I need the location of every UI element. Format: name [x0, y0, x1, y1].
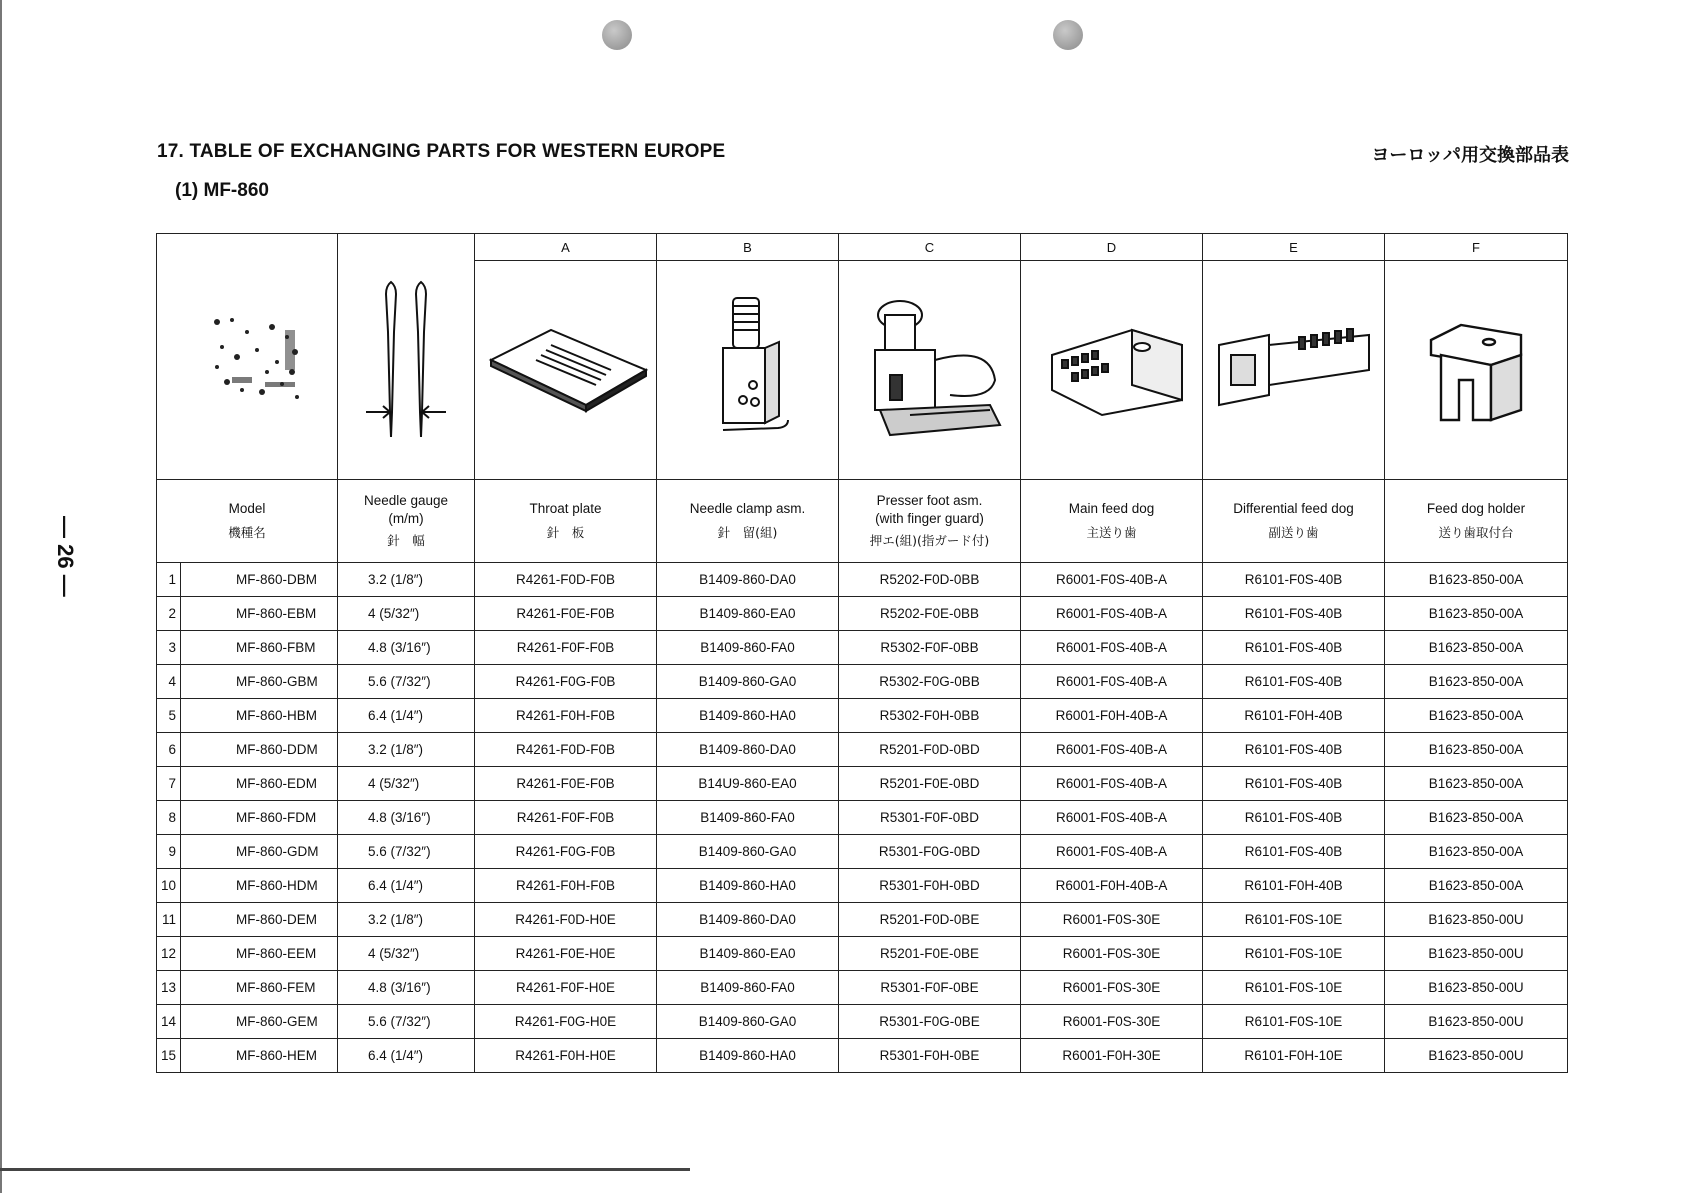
needle-gauge-header-jp: 針 幅: [387, 533, 425, 548]
row-number: 3: [157, 631, 181, 665]
needle-gauge-value: 4 (5/32″): [338, 767, 475, 801]
main-feed-dog-part-number: R6001-F0H-40B-A: [1021, 869, 1203, 903]
needle-gauge-value: 3.2 (1/8″): [338, 903, 475, 937]
presser-foot-part-number: R5301-F0G-0BE: [839, 1005, 1021, 1039]
needle-clamp-part-number: B1409-860-FA0: [657, 801, 839, 835]
parts-table-body: [157, 563, 1568, 1073]
column-letter-a: A: [475, 234, 657, 261]
feed-dog-holder-part-number: B1623-850-00A: [1385, 631, 1568, 665]
throat-plate-part-number: R4261-F0D-F0B: [475, 733, 657, 767]
row-number: 8: [157, 801, 181, 835]
needle-clamp-part-number: B1409-860-EA0: [657, 937, 839, 971]
feed-dog-holder-part-number: B1623-850-00A: [1385, 699, 1568, 733]
sewing-machine-icon: [177, 272, 317, 442]
model-name: MF-860-EDM: [181, 767, 338, 801]
model-header: [157, 480, 338, 563]
throat-plate-header: [475, 480, 657, 563]
needle-clamp-part-number: B1409-860-DA0: [657, 903, 839, 937]
throat-plate-part-number: R4261-F0E-H0E: [475, 937, 657, 971]
presser-foot-part-number: R5202-F0D-0BB: [839, 563, 1021, 597]
twin-needle-icon: [361, 272, 451, 442]
row-number: 1: [157, 563, 181, 597]
main-feed-dog-part-number: R6001-F0S-40B-A: [1021, 597, 1203, 631]
throat-plate-part-number: R4261-F0G-F0B: [475, 665, 657, 699]
row-number: 13: [157, 971, 181, 1005]
needle-clamp-part-number: B1409-860-DA0: [657, 563, 839, 597]
presser-foot-header-en: Presser foot asm.: [876, 493, 983, 508]
main-feed-dog-part-number: R6001-F0S-40B-A: [1021, 733, 1203, 767]
needle-clamp-part-number: B1409-860-FA0: [657, 631, 839, 665]
needle-clamp-part-number: B1409-860-GA0: [657, 665, 839, 699]
main-feed-dog-part-number: R6001-F0S-30E: [1021, 1005, 1203, 1039]
presser-foot-image-cell: [839, 261, 1021, 480]
model-illustration-cell: [157, 234, 338, 480]
presser-foot-part-number: R5302-F0G-0BB: [839, 665, 1021, 699]
needle-gauge-value: 5.6 (7/32″): [338, 835, 475, 869]
model-name: MF-860-FDM: [181, 801, 338, 835]
main-feed-dog-header-en: Main feed dog: [1068, 501, 1155, 516]
model-name: MF-860-HDM: [181, 869, 338, 903]
feed-dog-holder-part-number: B1623-850-00A: [1385, 597, 1568, 631]
feed-dog-holder-header-en: Feed dog holder: [1426, 501, 1526, 516]
needle-gauge-value: 4.8 (3/16″): [338, 631, 475, 665]
table-row: [157, 563, 1568, 597]
needle-clamp-part-number: B1409-860-FA0: [657, 971, 839, 1005]
needle-gauge-value: 3.2 (1/8″): [338, 563, 475, 597]
row-number: 14: [157, 1005, 181, 1039]
model-name: MF-860-HEM: [181, 1039, 338, 1073]
feed-dog-holder-part-number: B1623-850-00U: [1385, 903, 1568, 937]
throat-plate-part-number: R4261-F0H-F0B: [475, 869, 657, 903]
presser-foot-part-number: R5301-F0H-0BD: [839, 869, 1021, 903]
needle-gauge-value: 6.4 (1/4″): [338, 699, 475, 733]
main-feed-dog-part-number: R6001-F0S-30E: [1021, 903, 1203, 937]
main-feed-dog-header: [1021, 480, 1203, 563]
model-name: MF-860-FBM: [181, 631, 338, 665]
needle-clamp-part-number: B1409-860-GA0: [657, 1005, 839, 1039]
throat-plate-part-number: R4261-F0F-H0E: [475, 971, 657, 1005]
throat-plate-part-number: R4261-F0F-F0B: [475, 801, 657, 835]
presser-foot-part-number: R5301-F0H-0BE: [839, 1039, 1021, 1073]
differential-feed-dog-image-cell: [1203, 261, 1385, 480]
main-feed-dog-part-number: R6001-F0S-40B-A: [1021, 767, 1203, 801]
punch-hole-left: [602, 20, 632, 50]
feed-dog-holder-part-number: B1623-850-00A: [1385, 767, 1568, 801]
needle-gauge-value: 4 (5/32″): [338, 937, 475, 971]
table-row: [157, 665, 1568, 699]
model-name: MF-860-EBM: [181, 597, 338, 631]
needle-gauge-value: 6.4 (1/4″): [338, 869, 475, 903]
main-feed-dog-icon: [1032, 315, 1192, 425]
model-name: MF-860-GDM: [181, 835, 338, 869]
differential-feed-dog-part-number: R6101-F0S-10E: [1203, 971, 1385, 1005]
presser-foot-part-number: R5201-F0E-0BD: [839, 767, 1021, 801]
needle-clamp-part-number: B1409-860-EA0: [657, 597, 839, 631]
model-header-jp: 機種名: [228, 525, 266, 540]
left-margin-rule: [0, 0, 2, 1193]
needle-clamp-part-number: B14U9-860-EA0: [657, 767, 839, 801]
needle-clamp-part-number: B1409-860-HA0: [657, 869, 839, 903]
throat-plate-part-number: R4261-F0E-F0B: [475, 767, 657, 801]
differential-feed-dog-header-en: Differential feed dog: [1233, 501, 1354, 516]
needle-gauge-unit: (m/m): [388, 511, 424, 526]
table-row: [157, 801, 1568, 835]
model-name: MF-860-GEM: [181, 1005, 338, 1039]
differential-feed-dog-header-jp: 副送り歯: [1268, 525, 1319, 540]
punch-hole-right: [1053, 20, 1083, 50]
presser-foot-icon: [850, 290, 1010, 450]
table-row: [157, 1005, 1568, 1039]
main-feed-dog-part-number: R6001-F0S-40B-A: [1021, 801, 1203, 835]
table-row: [157, 733, 1568, 767]
throat-plate-header-en: Throat plate: [529, 501, 602, 516]
model-name: MF-860-FEM: [181, 971, 338, 1005]
column-letter-b: B: [657, 234, 839, 261]
feed-dog-holder-image-cell: [1385, 261, 1568, 480]
bottom-rule: [0, 1168, 690, 1171]
differential-feed-dog-part-number: R6101-F0S-40B: [1203, 733, 1385, 767]
differential-feed-dog-part-number: R6101-F0S-10E: [1203, 1005, 1385, 1039]
row-number: 5: [157, 699, 181, 733]
main-feed-dog-part-number: R6001-F0S-40B-A: [1021, 631, 1203, 665]
table-row: [157, 767, 1568, 801]
row-number: 4: [157, 665, 181, 699]
throat-plate-icon: [481, 320, 651, 420]
feed-dog-holder-header: [1385, 480, 1568, 563]
presser-foot-part-number: R5301-F0G-0BD: [839, 835, 1021, 869]
needle-gauge-value: 4 (5/32″): [338, 597, 475, 631]
differential-feed-dog-part-number: R6101-F0S-40B: [1203, 665, 1385, 699]
feed-dog-holder-header-jp: 送り歯取付台: [1438, 525, 1514, 540]
feed-dog-holder-part-number: B1623-850-00A: [1385, 801, 1568, 835]
feed-dog-holder-part-number: B1623-850-00A: [1385, 665, 1568, 699]
needle-gauge-value: 6.4 (1/4″): [338, 1039, 475, 1073]
feed-dog-holder-part-number: B1623-850-00A: [1385, 835, 1568, 869]
needle-clamp-part-number: B1409-860-HA0: [657, 1039, 839, 1073]
row-number: 12: [157, 937, 181, 971]
main-feed-dog-part-number: R6001-F0S-40B-A: [1021, 563, 1203, 597]
feed-dog-holder-part-number: B1623-850-00A: [1385, 563, 1568, 597]
model-name: MF-860-DEM: [181, 903, 338, 937]
needle-clamp-header-jp: 針 留(組): [717, 525, 778, 540]
table-row: [157, 597, 1568, 631]
main-feed-dog-part-number: R6001-F0H-30E: [1021, 1039, 1203, 1073]
needle-gauge-value: 4.8 (3/16″): [338, 801, 475, 835]
presser-foot-part-number: R5201-F0E-0BE: [839, 937, 1021, 971]
throat-plate-image-cell: [475, 261, 657, 480]
presser-foot-header: [839, 480, 1021, 563]
differential-feed-dog-part-number: R6101-F0S-40B: [1203, 631, 1385, 665]
main-feed-dog-header-jp: 主送り歯: [1086, 525, 1137, 540]
page-number: — 26 —: [53, 516, 78, 597]
page-title-jp: ヨーロッパ用交換部品表: [1371, 145, 1569, 166]
column-letter-c: C: [839, 234, 1021, 261]
row-number: 9: [157, 835, 181, 869]
row-number: 11: [157, 903, 181, 937]
page-title: 17. TABLE OF EXCHANGING PARTS FOR WESTERN EUROPE: [157, 141, 726, 162]
needle-gauge-header-en: Needle gauge: [363, 493, 449, 508]
row-number: 7: [157, 767, 181, 801]
table-row: [157, 631, 1568, 665]
column-letter-row: [157, 234, 1568, 261]
differential-feed-dog-icon: [1209, 315, 1379, 425]
column-label-row: [157, 480, 1568, 563]
needle-clamp-part-number: B1409-860-GA0: [657, 835, 839, 869]
presser-foot-part-number: R5301-F0F-0BE: [839, 971, 1021, 1005]
needle-clamp-header: [657, 480, 839, 563]
row-number: 6: [157, 733, 181, 767]
differential-feed-dog-part-number: R6101-F0S-40B: [1203, 835, 1385, 869]
section-subtitle: (1) MF-860: [175, 180, 269, 201]
differential-feed-dog-part-number: R6101-F0H-10E: [1203, 1039, 1385, 1073]
feed-dog-holder-part-number: B1623-850-00U: [1385, 1005, 1568, 1039]
model-name: MF-860-DDM: [181, 733, 338, 767]
differential-feed-dog-part-number: R6101-F0S-40B: [1203, 801, 1385, 835]
needle-gauge-value: 5.6 (7/32″): [338, 665, 475, 699]
column-letter-f: F: [1385, 234, 1568, 261]
model-name: MF-860-EEM: [181, 937, 338, 971]
needle-clamp-image-cell: [657, 261, 839, 480]
presser-foot-part-number: R5301-F0F-0BD: [839, 801, 1021, 835]
model-header-en: Model: [228, 501, 266, 516]
main-feed-dog-part-number: R6001-F0S-30E: [1021, 971, 1203, 1005]
parts-table: [156, 233, 1568, 1073]
feed-dog-holder-part-number: B1623-850-00A: [1385, 733, 1568, 767]
feed-dog-holder-part-number: B1623-850-00U: [1385, 971, 1568, 1005]
throat-plate-part-number: R4261-F0H-F0B: [475, 699, 657, 733]
main-feed-dog-part-number: R6001-F0H-40B-A: [1021, 699, 1203, 733]
presser-foot-part-number: R5201-F0D-0BE: [839, 903, 1021, 937]
needle-clamp-part-number: B1409-860-HA0: [657, 699, 839, 733]
differential-feed-dog-part-number: R6101-F0S-10E: [1203, 903, 1385, 937]
throat-plate-part-number: R4261-F0D-F0B: [475, 563, 657, 597]
differential-feed-dog-part-number: R6101-F0S-40B: [1203, 597, 1385, 631]
throat-plate-header-jp: 針 板: [546, 525, 585, 540]
column-letter-e: E: [1203, 234, 1385, 261]
table-row: [157, 937, 1568, 971]
needle-clamp-header-en: Needle clamp asm.: [689, 501, 806, 516]
row-number: 2: [157, 597, 181, 631]
needle-gauge-value: 3.2 (1/8″): [338, 733, 475, 767]
needle-gauge-value: 4.8 (3/16″): [338, 971, 475, 1005]
throat-plate-part-number: R4261-F0F-F0B: [475, 631, 657, 665]
main-feed-dog-image-cell: [1021, 261, 1203, 480]
feed-dog-holder-part-number: B1623-850-00U: [1385, 1039, 1568, 1073]
throat-plate-part-number: R4261-F0G-F0B: [475, 835, 657, 869]
presser-foot-part-number: R5201-F0D-0BD: [839, 733, 1021, 767]
table-row: [157, 903, 1568, 937]
table-row: [157, 971, 1568, 1005]
throat-plate-part-number: R4261-F0G-H0E: [475, 1005, 657, 1039]
feed-dog-holder-part-number: B1623-850-00A: [1385, 869, 1568, 903]
main-feed-dog-part-number: R6001-F0S-40B-A: [1021, 835, 1203, 869]
table-row: [157, 835, 1568, 869]
main-feed-dog-part-number: R6001-F0S-40B-A: [1021, 665, 1203, 699]
main-feed-dog-part-number: R6001-F0S-30E: [1021, 937, 1203, 971]
differential-feed-dog-part-number: R6101-F0S-10E: [1203, 937, 1385, 971]
presser-foot-header-jp: 押エ(組)(指ガード付): [869, 533, 990, 548]
feed-dog-holder-part-number: B1623-850-00U: [1385, 937, 1568, 971]
model-name: MF-860-GBM: [181, 665, 338, 699]
differential-feed-dog-part-number: R6101-F0S-40B: [1203, 767, 1385, 801]
column-letter-d: D: [1021, 234, 1203, 261]
differential-feed-dog-header: [1203, 480, 1385, 563]
table-row: [157, 1039, 1568, 1073]
throat-plate-part-number: R4261-F0D-H0E: [475, 903, 657, 937]
table-row: [157, 699, 1568, 733]
differential-feed-dog-part-number: R6101-F0H-40B: [1203, 699, 1385, 733]
presser-foot-header-en2: (with finger guard): [875, 511, 984, 526]
throat-plate-part-number: R4261-F0E-F0B: [475, 597, 657, 631]
differential-feed-dog-part-number: R6101-F0H-40B: [1203, 869, 1385, 903]
row-number: 10: [157, 869, 181, 903]
needle-clamp-part-number: B1409-860-DA0: [657, 733, 839, 767]
throat-plate-part-number: R4261-F0H-H0E: [475, 1039, 657, 1073]
presser-foot-part-number: R5202-F0E-0BB: [839, 597, 1021, 631]
row-number: 15: [157, 1039, 181, 1073]
presser-foot-part-number: R5302-F0F-0BB: [839, 631, 1021, 665]
needle-illustration-cell: [338, 234, 475, 480]
differential-feed-dog-part-number: R6101-F0S-40B: [1203, 563, 1385, 597]
presser-foot-part-number: R5302-F0H-0BB: [839, 699, 1021, 733]
needle-gauge-header: [338, 480, 475, 563]
model-name: MF-860-HBM: [181, 699, 338, 733]
needle-gauge-value: 5.6 (7/32″): [338, 1005, 475, 1039]
needle-clamp-icon: [693, 290, 803, 450]
table-row: [157, 869, 1568, 903]
feed-dog-holder-icon: [1411, 310, 1541, 430]
model-name: MF-860-DBM: [181, 563, 338, 597]
